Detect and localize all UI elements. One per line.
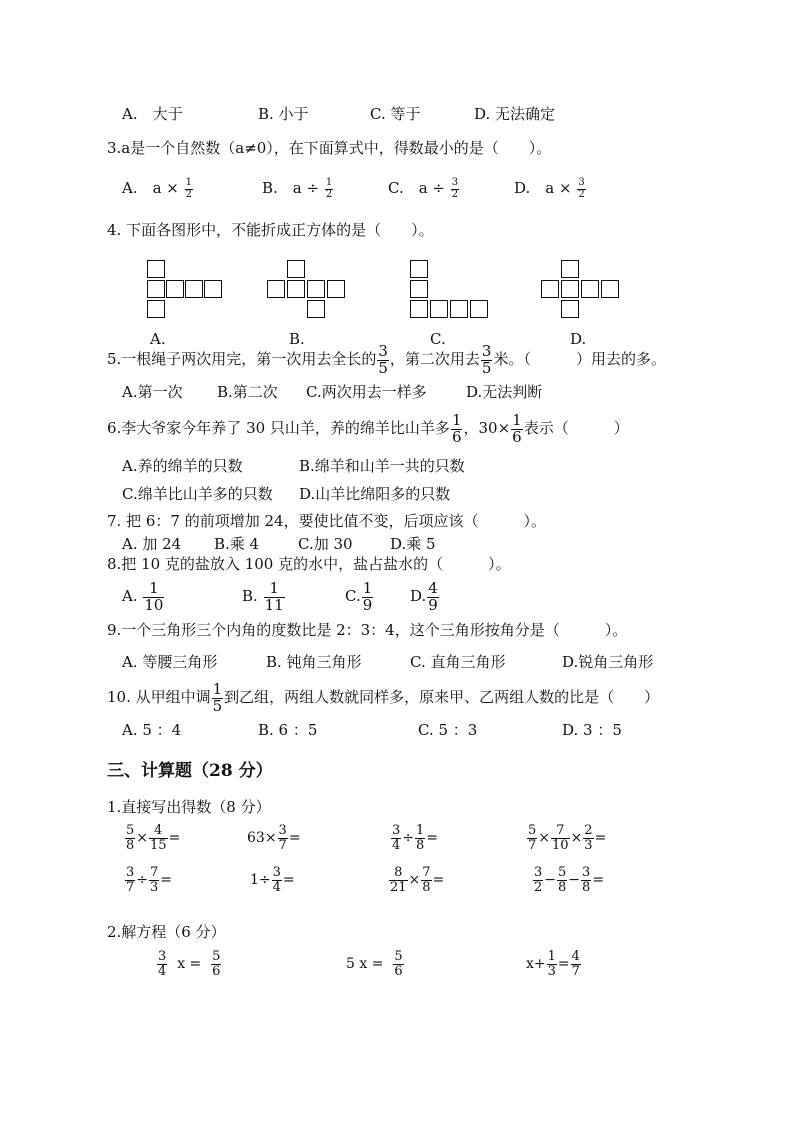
numerator: 2 xyxy=(584,823,593,838)
q9-option-d: D.锐角三角形 xyxy=(562,653,654,671)
q10-option-c: C. 5 ：3 xyxy=(418,721,478,739)
denominator: 6 xyxy=(212,963,221,979)
operator: ÷ xyxy=(136,872,149,889)
q6-stem xyxy=(107,412,629,445)
operator: × xyxy=(408,872,421,889)
denominator: 3 xyxy=(584,837,593,853)
section3-title: 三、计算题（28 分） xyxy=(107,761,273,781)
numerator: 3 xyxy=(451,177,459,188)
q3-option-c-label: C. a ÷ xyxy=(388,179,445,197)
operator: ÷ xyxy=(402,830,415,847)
denominator: 3 xyxy=(547,963,556,979)
numerator: 1 xyxy=(143,581,164,598)
numerator: 3 xyxy=(126,865,135,880)
numerator: 7 xyxy=(422,865,431,880)
q3-option-d xyxy=(514,178,587,200)
q7-option-d: D.乘 5 xyxy=(390,535,436,553)
equation-1 xyxy=(156,950,222,978)
numerator: 7 xyxy=(551,824,570,839)
operator: − xyxy=(544,872,557,889)
q8-stem: 8.把 10 克的盐放入 100 克的水中，盐占盐水的（ ）。 xyxy=(107,555,511,573)
calc-r1c1 xyxy=(124,824,180,852)
numerator: 5 xyxy=(394,949,403,964)
calc-r2c1 xyxy=(124,866,172,894)
operator: − xyxy=(568,872,581,889)
denominator: 11 xyxy=(264,595,284,614)
net-cell xyxy=(410,280,428,298)
net-b xyxy=(267,260,347,320)
numerator: 1 xyxy=(212,679,223,698)
denominator: 8 xyxy=(416,837,425,853)
q6-stem-c: 表示（ ） xyxy=(523,419,629,437)
equals: = xyxy=(592,872,605,889)
q10-fraction xyxy=(212,679,224,715)
numerator: 1 xyxy=(325,177,333,188)
q8-option-a-label: A. xyxy=(122,587,138,605)
numerator: 4 xyxy=(571,949,580,964)
numerator: 1 xyxy=(451,410,462,429)
q9-option-c: C. 直角三角形 xyxy=(410,653,506,671)
denominator: 4 xyxy=(158,963,167,979)
calc-r2c3 xyxy=(388,866,444,894)
numerator: 1 xyxy=(264,581,285,598)
equals: = xyxy=(426,830,439,847)
numerator: 5 xyxy=(558,865,567,880)
equals: = xyxy=(168,830,181,847)
q5-option-a: A.第一次 xyxy=(122,383,183,401)
q5-fraction-2 xyxy=(481,341,493,377)
net-cell xyxy=(147,300,165,318)
net-d-label: D. xyxy=(570,330,587,348)
q10-option-a: A. 5 ：4 xyxy=(122,721,182,739)
fraction xyxy=(272,866,282,894)
q6-fraction-2 xyxy=(511,410,523,446)
denominator: 10 xyxy=(552,837,569,853)
q6-option-d: D.山羊比绵阳多的只数 xyxy=(299,485,451,503)
numerator: 7 xyxy=(150,865,159,880)
q4-stem: 4. 下面各图形中，不能折成正方体的是（ ）。 xyxy=(107,221,434,239)
fraction xyxy=(415,824,425,852)
net-cell xyxy=(410,260,428,278)
denominator: 6 xyxy=(451,427,462,446)
numerator: 3 xyxy=(272,865,281,880)
net-b-label: B. xyxy=(289,330,305,348)
denominator: 7 xyxy=(528,837,537,853)
denominator: 2 xyxy=(185,188,193,200)
net-cell xyxy=(287,280,305,298)
fraction xyxy=(547,950,557,978)
q3-option-c xyxy=(388,178,460,200)
net-cell xyxy=(204,280,222,298)
net-a-label: A. xyxy=(150,330,166,348)
denominator: 2 xyxy=(534,879,543,895)
q3-option-b xyxy=(262,178,334,200)
fraction xyxy=(581,866,591,894)
fraction xyxy=(533,866,543,894)
equation-mid: x = xyxy=(177,956,202,973)
fraction xyxy=(527,824,537,852)
fraction xyxy=(149,866,159,894)
numerator: 1 xyxy=(512,410,522,429)
denominator: 8 xyxy=(558,879,567,895)
operator: × xyxy=(570,830,583,847)
denominator: 7 xyxy=(126,879,135,895)
q2-option-b: B. 小于 xyxy=(258,105,309,123)
equation-mid: = xyxy=(557,956,570,973)
equation-2 xyxy=(346,950,405,978)
calc-r2c4 xyxy=(532,866,604,894)
q5-fraction-1 xyxy=(377,341,389,377)
net-cell xyxy=(327,280,345,298)
net-cell xyxy=(430,300,448,318)
q3-option-b-label: B. a ÷ xyxy=(262,179,320,197)
numerator: 5 xyxy=(212,949,221,964)
q8-option-c xyxy=(345,578,374,614)
numerator: 3 xyxy=(578,177,585,188)
q8-option-d-fraction xyxy=(427,578,439,614)
numerator: 4 xyxy=(149,824,168,839)
q5-stem-c: 米。（ ）用去的多。 xyxy=(493,350,666,368)
net-c xyxy=(410,260,490,320)
net-cell xyxy=(541,280,559,298)
net-cell xyxy=(561,260,579,278)
q7-option-a: A. 加 24 xyxy=(122,535,182,553)
calc-r1c4 xyxy=(526,824,606,852)
calc-part1-title: 1.直接写出得数（8 分） xyxy=(107,798,271,816)
denominator: 2 xyxy=(451,188,459,200)
q7-stem: 7. 把 6：7 的前项增加 24，要使比值不变，后项应该（ ）。 xyxy=(107,512,547,530)
q5-stem-a: 5.一根绳子两次用完，第一次用去全长的 xyxy=(107,350,377,368)
q7-option-c: C.加 30 xyxy=(298,535,353,553)
q9-option-b: B. 钝角三角形 xyxy=(266,653,362,671)
fraction xyxy=(125,866,135,894)
q3-option-c-fraction xyxy=(451,178,459,200)
q2-option-a: A. 大于 xyxy=(122,105,183,123)
net-c-label: C. xyxy=(430,330,446,348)
operator: × xyxy=(538,830,551,847)
net-cell xyxy=(166,280,184,298)
q2-option-d: D. 无法确定 xyxy=(474,105,556,123)
denominator: 3 xyxy=(150,879,159,895)
q5-option-d: D.无法判断 xyxy=(466,383,543,401)
numerator: 4 xyxy=(428,578,438,597)
q3-stem: 3.a是一个自然数（a≠0），在下面算式中，得数最小的是（ ）。 xyxy=(107,139,552,157)
q5-option-c: C.两次用去一样多 xyxy=(306,383,427,401)
numerator: 3 xyxy=(582,865,591,880)
net-cell xyxy=(581,280,599,298)
denominator: 9 xyxy=(362,595,373,614)
q8-option-a xyxy=(122,578,165,614)
fraction xyxy=(551,824,570,852)
fraction xyxy=(421,866,431,894)
equals: = xyxy=(160,872,173,889)
q8-option-b-label: B. xyxy=(242,587,258,605)
q3-option-a-label: A. a × xyxy=(122,179,179,197)
numerator: 1 xyxy=(185,177,193,188)
q5-option-b: B.第二次 xyxy=(217,383,278,401)
q8-option-b-fraction xyxy=(264,578,285,614)
q5-stem-b: ，第二次用去 xyxy=(389,350,480,368)
q6-stem-a: 6.李大爷家今年养了 30 只山羊，养的绵羊比山羊多 xyxy=(107,419,450,437)
fraction xyxy=(557,866,567,894)
denominator: 7 xyxy=(278,837,287,853)
q3-option-d-fraction xyxy=(577,178,585,200)
calc-r2c2 xyxy=(250,866,295,894)
denominator: 5 xyxy=(212,696,223,715)
equals: = xyxy=(594,830,607,847)
denominator: 2 xyxy=(325,188,333,200)
fraction xyxy=(571,950,581,978)
numerator: 3 xyxy=(158,949,167,964)
net-cell xyxy=(307,300,325,318)
q3-option-a xyxy=(122,178,194,200)
q7-option-b: B.乘 4 xyxy=(214,535,260,553)
q6-stem-b: ，30× xyxy=(463,419,511,437)
numerator: 3 xyxy=(378,341,388,360)
numerator: 5 xyxy=(126,823,135,838)
denominator: 10 xyxy=(144,595,164,614)
numerator: 3 xyxy=(534,865,543,880)
equals: = xyxy=(282,872,295,889)
q10-stem-a: 10. 从甲组中调 xyxy=(107,688,211,706)
net-cell xyxy=(267,280,285,298)
q3-option-d-label: D. a × xyxy=(514,179,572,197)
fraction xyxy=(149,824,168,852)
q8-option-c-label: C. xyxy=(345,587,361,605)
equation-3 xyxy=(526,950,582,978)
denominator: 4 xyxy=(272,879,281,895)
net-cell xyxy=(410,300,428,318)
denominator: 2 xyxy=(578,188,585,200)
q8-option-d xyxy=(410,578,440,614)
denominator: 8 xyxy=(126,837,135,853)
q9-stem: 9.一个三角形三个内角的度数比是 2：3：4，这个三角形按角分是（ ）。 xyxy=(107,621,628,639)
fraction xyxy=(278,824,288,852)
equation-lead: x+ xyxy=(526,956,546,973)
q10-stem xyxy=(107,680,659,714)
q2-option-c: C. 等于 xyxy=(370,105,421,123)
denominator: 5 xyxy=(378,358,388,377)
numerator: 5 xyxy=(528,823,537,838)
net-cell xyxy=(470,300,488,318)
fraction xyxy=(389,866,408,894)
denominator: 6 xyxy=(394,963,403,979)
net-cell xyxy=(450,300,468,318)
numerator: 1 xyxy=(362,578,373,597)
q8-option-a-fraction xyxy=(143,578,164,614)
numerator: 8 xyxy=(389,866,408,881)
q10-stem-b: 到乙组，两组人数就同样多，原来甲、乙两组人数的比是（ ） xyxy=(224,688,660,706)
net-d xyxy=(541,260,621,320)
denominator: 7 xyxy=(571,963,580,979)
net-cell xyxy=(185,280,203,298)
denominator: 6 xyxy=(512,427,522,446)
calc-r1c2 xyxy=(247,824,301,852)
denominator: 8 xyxy=(422,879,431,895)
q6-option-a: A.养的绵羊的只数 xyxy=(122,457,243,475)
fraction xyxy=(157,950,167,978)
lead: 63× xyxy=(247,830,277,847)
q8-option-c-fraction xyxy=(362,578,374,614)
net-cell xyxy=(307,280,325,298)
numerator: 3 xyxy=(481,341,492,360)
denominator: 15 xyxy=(150,837,167,853)
q3-option-b-fraction xyxy=(325,178,333,200)
q5-stem xyxy=(107,343,666,376)
equals: = xyxy=(288,830,301,847)
q6-option-c: C.绵羊比山羊多的只数 xyxy=(122,485,273,503)
denominator: 8 xyxy=(582,879,591,895)
denominator: 9 xyxy=(428,595,438,614)
q10-option-b: B. 6 ：5 xyxy=(258,721,318,739)
denominator: 21 xyxy=(390,879,407,895)
operator: × xyxy=(136,830,149,847)
q6-fraction-1 xyxy=(451,410,463,446)
net-cell xyxy=(147,280,165,298)
numerator: 1 xyxy=(416,823,425,838)
equation-lead: 5 x = xyxy=(346,956,384,973)
calc-part2-title: 2.解方程（6 分） xyxy=(107,923,226,941)
equals: = xyxy=(432,872,445,889)
fraction xyxy=(125,824,135,852)
q10-option-d: D. 3 ：5 xyxy=(562,721,622,739)
calc-r1c3 xyxy=(390,824,438,852)
q8-option-d-label: D. xyxy=(410,587,427,605)
fraction xyxy=(583,824,593,852)
net-cell xyxy=(561,300,579,318)
net-cell xyxy=(561,280,579,298)
fraction xyxy=(211,950,221,978)
net-cell xyxy=(287,260,305,278)
lead: 1÷ xyxy=(250,872,271,889)
denominator: 5 xyxy=(481,358,492,377)
net-cell xyxy=(601,280,619,298)
q3-option-a-fraction xyxy=(185,178,193,200)
q8-option-b xyxy=(242,578,286,614)
numerator: 3 xyxy=(278,823,287,838)
numerator: 1 xyxy=(547,949,556,964)
q9-option-a: A. 等腰三角形 xyxy=(122,653,218,671)
q6-option-b: B.绵羊和山羊一共的只数 xyxy=(299,457,465,475)
net-cell xyxy=(147,260,165,278)
net-a xyxy=(147,260,225,320)
denominator: 4 xyxy=(392,837,401,853)
fraction xyxy=(391,824,401,852)
fraction xyxy=(393,950,403,978)
numerator: 3 xyxy=(392,823,401,838)
